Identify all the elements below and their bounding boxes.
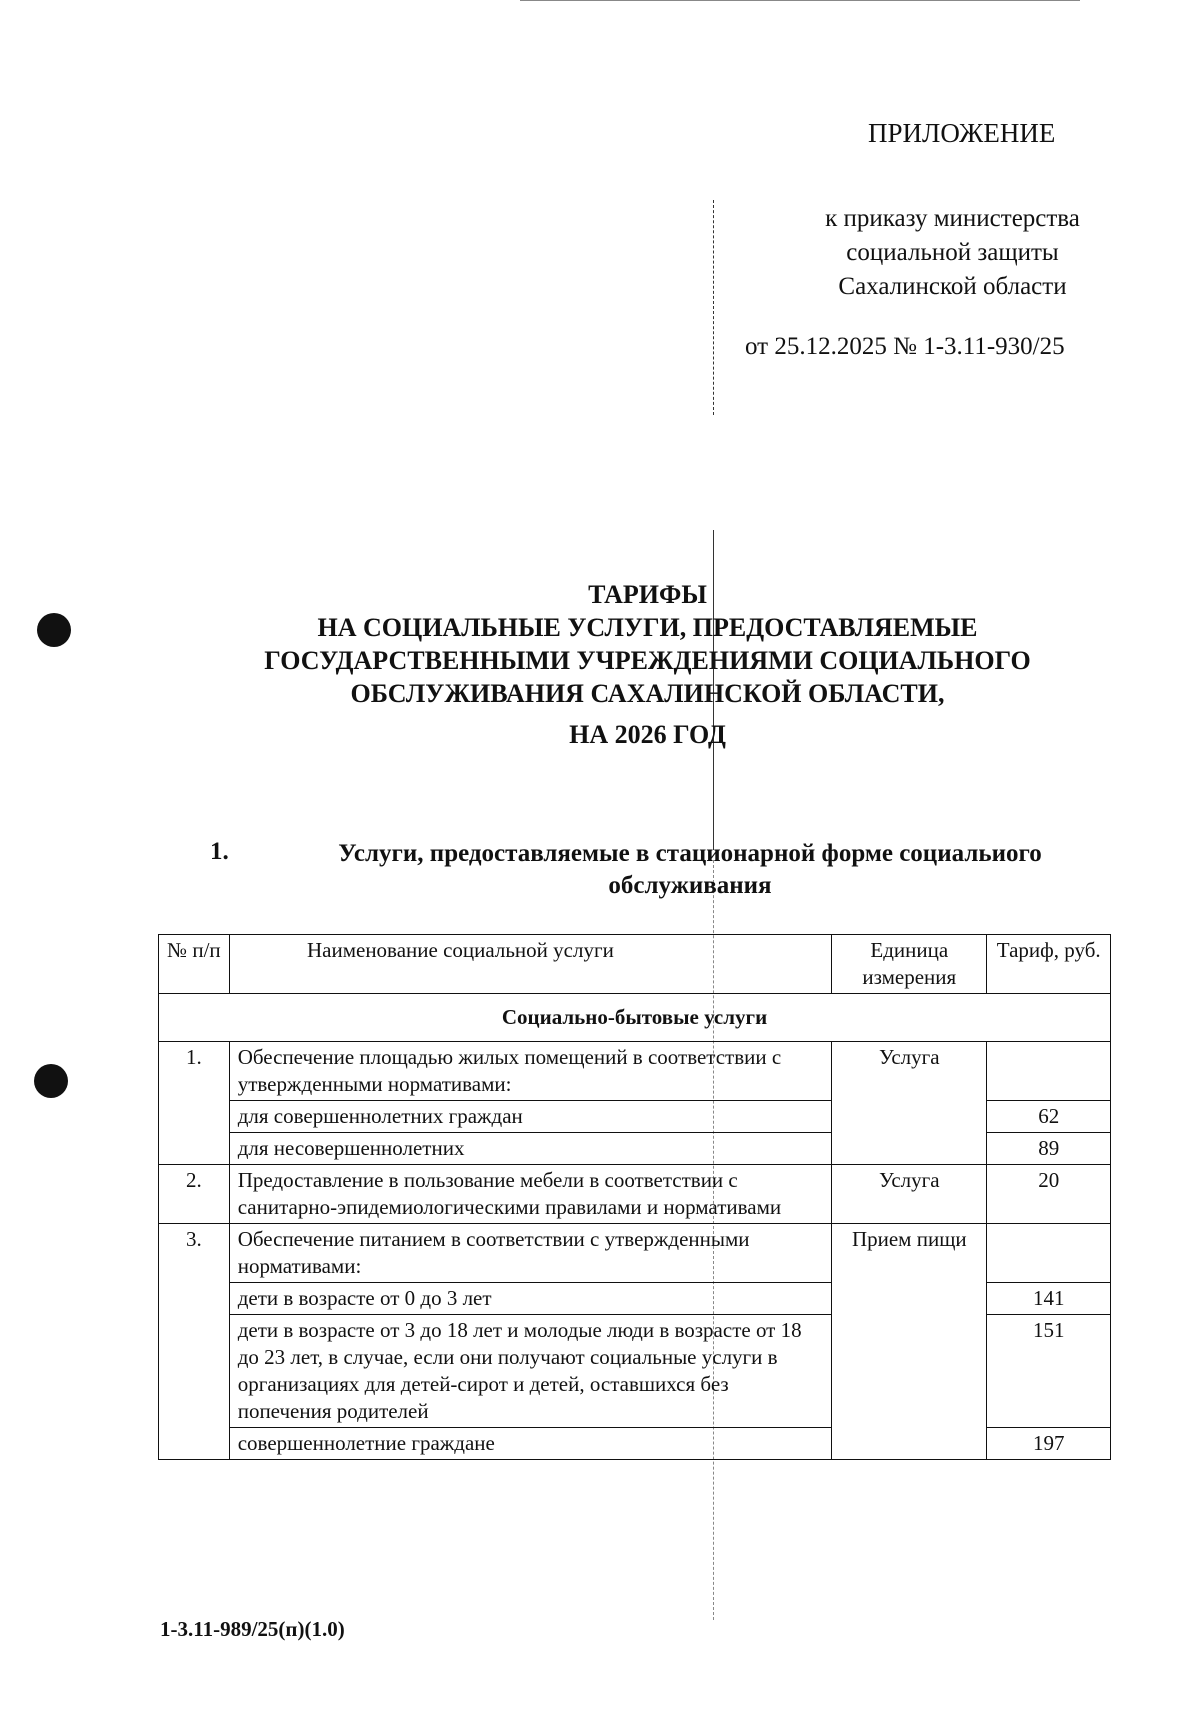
unit-of-measure: Услуга <box>832 1165 987 1224</box>
table-row <box>159 1224 1111 1283</box>
unit-of-measure: Прием пищи <box>832 1224 987 1460</box>
header-unit: Единица измерения <box>832 935 987 994</box>
table-row <box>159 1165 1111 1224</box>
document-code: 1-3.11-989/25(п)(1.0) <box>160 1617 345 1641</box>
header-name: Наименование социальной услуги <box>229 935 831 994</box>
sub-service-name: совершеннолетние граждане <box>229 1428 831 1460</box>
fold-line <box>713 200 714 415</box>
table-header-row <box>159 935 1111 994</box>
section-title <box>270 838 1110 902</box>
group-row <box>159 994 1111 1042</box>
scan-edge-line <box>520 0 1080 1</box>
sub-tariff-value: 141 <box>987 1283 1111 1315</box>
service-name: Обеспечение площадью жилых помещений в соответствии с утвержденными нормативами: <box>229 1042 831 1101</box>
title-line: ГОСУДАРСТВЕННЫМИ УЧРЕЖДЕНИЯМИ СОЦИАЛЬНОГО <box>264 646 1031 675</box>
order-line: социальной защиты <box>846 239 1059 266</box>
service-name: Предоставление в пользование мебели в соответствии с санитарно-эпидемиологическими правилами и нормативами <box>229 1165 831 1224</box>
section-title-line: Услуги, предоставляемые в стационарной форме социальиого <box>338 840 1042 867</box>
sub-service-name: дети в возрасте от 0 до 3 лет <box>229 1283 831 1315</box>
order-date: от 25.12.2025 № 1-3.11-930/25 <box>745 333 1065 360</box>
tariff-value <box>987 1042 1111 1101</box>
sub-service-name: для несовершеннолетних <box>229 1133 831 1165</box>
tariff-value <box>987 1224 1111 1283</box>
sub-tariff-value: 62 <box>987 1101 1111 1133</box>
section-title-line: обслуживания <box>608 872 772 899</box>
sub-service-name: дети в возрасте от 3 до 18 лет и молодые люди в возрасте от 18 до 23 лет, в случае, если они получают социальные услуги в организациях для детей-сирот и детей, оставшихся без попечения родителей <box>229 1315 831 1428</box>
section-number: 1. <box>210 838 229 865</box>
order-line: к приказу министерства <box>825 205 1080 232</box>
tariffs-table <box>158 934 1111 1460</box>
table-row <box>159 1042 1111 1101</box>
title-year: НА 2026 ГОД <box>569 720 726 749</box>
punch-hole <box>37 613 71 647</box>
row-number: 2. <box>159 1165 230 1224</box>
tariff-value: 20 <box>987 1165 1111 1224</box>
document-title <box>180 578 1115 751</box>
title-line: НА СОЦИАЛЬНЫЕ УСЛУГИ, ПРЕДОСТАВЛЯЕМЫЕ <box>317 613 978 642</box>
title-line: ОБСЛУЖИВАНИЯ САХАЛИНСКОЙ ОБЛАСТИ, <box>350 679 945 708</box>
sub-tariff-value: 89 <box>987 1133 1111 1165</box>
sub-tariff-value: 151 <box>987 1315 1111 1428</box>
header-tariff: Тариф, руб. <box>987 935 1111 994</box>
row-number: 3. <box>159 1224 230 1460</box>
title-line: ТАРИФЫ <box>588 580 707 609</box>
sub-tariff-value: 197 <box>987 1428 1111 1460</box>
header-num: № п/п <box>159 935 230 994</box>
order-reference <box>780 202 1125 304</box>
table-body <box>159 994 1111 1460</box>
service-name: Обеспечение питанием в соответствии с утвержденными нормативами: <box>229 1224 831 1283</box>
unit-of-measure: Услуга <box>832 1042 987 1165</box>
tariffs-table-wrapper <box>158 934 1111 1460</box>
punch-hole <box>34 1064 68 1098</box>
order-line: Сахалинской области <box>838 273 1067 300</box>
sub-service-name: для совершеннолетних граждан <box>229 1101 831 1133</box>
appendix-title: ПРИЛОЖЕНИЕ <box>868 118 1056 148</box>
row-number: 1. <box>159 1042 230 1165</box>
group-title: Социально-бытовые услуги <box>159 994 1111 1042</box>
